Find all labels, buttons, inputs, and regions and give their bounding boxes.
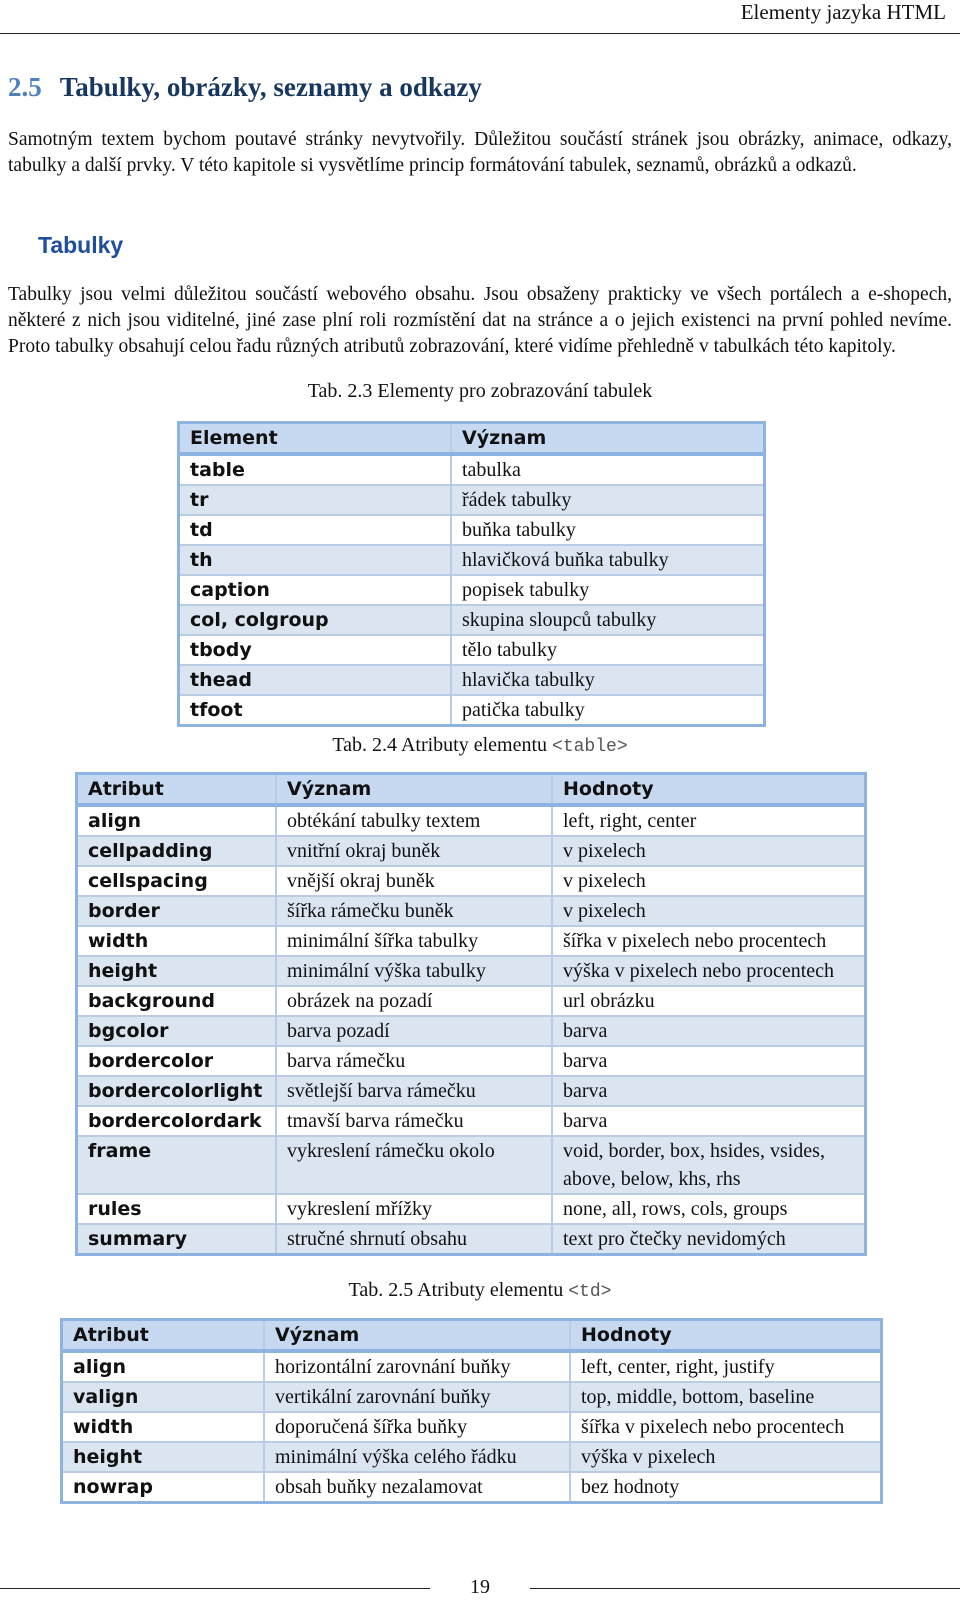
table-cell-key: bordercolorlight [77,1076,277,1106]
elements-table [177,421,766,727]
table-row [179,575,765,605]
table-row [77,1106,866,1136]
table-cell: výška v pixelech [570,1442,882,1472]
table-cell-key: bgcolor [77,1016,277,1046]
table-cell-key: valign [62,1382,265,1412]
table-cell: obrázek na pozadí [276,986,552,1016]
table-cell-key: rules [77,1194,277,1224]
table3-caption-text: Tab. 2.5 Atributy elementu [348,1279,569,1301]
page-number: 19 [470,1576,490,1598]
column-header: Element [179,423,452,455]
table-row [77,1136,866,1194]
table-cell: vnitřní okraj buněk [276,836,552,866]
table-cell-key: align [77,805,277,836]
table-cell: minimální výška tabulky [276,956,552,986]
table-cell-key: tbody [179,635,452,665]
table-cell: popisek tabulky [451,575,765,605]
table-cell-key: col, colgroup [179,605,452,635]
table-cell: barva [552,1016,866,1046]
table-cell: barva [552,1046,866,1076]
table-cell: buňka tabulky [451,515,765,545]
table-cell-key: align [62,1351,265,1382]
table-row [77,1224,866,1255]
table-cell: barva pozadí [276,1016,552,1046]
table-cell: v pixelech [552,866,866,896]
column-header: Význam [451,423,765,455]
table-cell: bez hodnoty [570,1472,882,1503]
table-cell: šířka v pixelech nebo procentech [570,1412,882,1442]
table-cell: top, middle, bottom, baseline [570,1382,882,1412]
table-cell: obtékání tabulky textem [276,805,552,836]
table-cell: left, right, center [552,805,866,836]
table-cell-key: nowrap [62,1472,265,1503]
table3-caption-code: <td> [568,1282,612,1302]
table-row [77,956,866,986]
table-cell: none, all, rows, cols, groups [552,1194,866,1224]
table-row [179,635,765,665]
table-cell: url obrázku [552,986,866,1016]
table1-caption: Tab. 2.3 Elementy pro zobrazování tabulek [307,380,653,402]
table-cell-key: bordercolor [77,1046,277,1076]
table-row [179,695,765,726]
table-row [179,665,765,695]
table-cell-key: height [77,956,277,986]
column-header: Význam [264,1320,570,1352]
table-cell: šířka v pixelech nebo procentech [552,926,866,956]
table-cell-key: tr [179,485,452,515]
table-cell: minimální výška celého řádku [264,1442,570,1472]
table-cell: hlavičková buňka tabulky [451,545,765,575]
table3-caption [0,1279,960,1302]
table-row [77,1016,866,1046]
table-cell: vykreslení mřížky [276,1194,552,1224]
table-cell: barva [552,1076,866,1106]
footer-rule-right [530,1588,960,1589]
header-rule [0,33,960,34]
table-cell-key: cellspacing [77,866,277,896]
table-row [77,1194,866,1224]
table-cell: vnější okraj buněk [276,866,552,896]
table-header-row [62,1320,882,1352]
table-cell: tmavší barva rámečku [276,1106,552,1136]
table-row [77,805,866,836]
table-cell-key: tfoot [179,695,452,726]
table-cell-key: table [179,454,452,485]
table-cell: text pro čtečky nevidomých [552,1224,866,1255]
table-cell-key: height [62,1442,265,1472]
table-cell: barva rámečku [276,1046,552,1076]
table-row [62,1412,882,1442]
table-cell: doporučená šířka buňky [264,1412,570,1442]
table2-caption-code: <table> [552,737,628,757]
table-cell-key: width [77,926,277,956]
table-attributes-table [75,772,867,1256]
table-cell: patička tabulky [451,695,765,726]
table-cell-key: frame [77,1136,277,1194]
table-row [62,1351,882,1382]
table-cell: v pixelech [552,896,866,926]
table-cell: minimální šířka tabulky [276,926,552,956]
table-cell: stručné shrnutí obsahu [276,1224,552,1255]
table-row [179,485,765,515]
table-row [62,1472,882,1503]
running-header: Elementy jazyka HTML [740,0,946,24]
table-row [62,1382,882,1412]
section-title [8,72,482,103]
table-cell-key: td [179,515,452,545]
subsection-title: Tabulky [38,232,124,258]
table-cell: left, center, right, justify [570,1351,882,1382]
table-row [62,1442,882,1472]
table-row [77,926,866,956]
section-title-text: Tabulky, obrázky, seznamy a odkazy [59,72,482,102]
table-cell: tělo tabulky [451,635,765,665]
table-cell: tabulka [451,454,765,485]
table-cell: horizontální zarovnání buňky [264,1351,570,1382]
table-cell: šířka rámečku buněk [276,896,552,926]
table-cell-key: cellpadding [77,836,277,866]
table-header-row [77,774,866,806]
table-row [77,896,866,926]
body-paragraph: Tabulky jsou velmi důležitou součástí webového obsahu. Jsou obsaženy prakticky ve všech portálech a e-shopech, některé z nich jsou viditelné, jiné zase plní roli rozmístění dat na stránce a o jejich existenci na první pohled nevíme. Proto tabulky obsahují celou řadu různých atributů zobrazování, které vidíme přehledně v tabulkách této kapitoly. [8,284,952,357]
table-cell: vertikální zarovnání buňky [264,1382,570,1412]
table-row [179,545,765,575]
table-cell-key: bordercolordark [77,1106,277,1136]
table-cell: obsah buňky nezalamovat [264,1472,570,1503]
column-header: Atribut [62,1320,265,1352]
table-cell: void, border, box, hsides, vsides, above, below, khs, rhs [552,1136,866,1194]
table-row [77,986,866,1016]
table-cell: řádek tabulky [451,485,765,515]
column-header: Hodnoty [552,774,866,806]
table2-caption-text: Tab. 2.4 Atributy elementu [332,734,553,756]
table-row [77,866,866,896]
table-cell-key: background [77,986,277,1016]
table-cell-key: border [77,896,277,926]
table-cell: vykreslení rámečku okolo [276,1136,552,1194]
td-attributes-table [60,1318,883,1504]
table-cell: výška v pixelech nebo procentech [552,956,866,986]
table2-caption [0,734,960,757]
intro-paragraph: Samotným textem bychom poutavé stránky nevytvořily. Důležitou součástí stránek jsou obrázky, animace, odkazy, tabulky a další prvky. V této kapitole si vysvětlíme princip formátování tabulek, seznamů, obrázků a odkazů. [8,129,952,176]
table-row [179,454,765,485]
table-cell: v pixelech [552,836,866,866]
table-cell: hlavička tabulky [451,665,765,695]
table-cell-key: th [179,545,452,575]
table-cell: skupina sloupců tabulky [451,605,765,635]
column-header: Atribut [77,774,277,806]
table-cell: světlejší barva rámečku [276,1076,552,1106]
table-row [77,836,866,866]
table-cell-key: width [62,1412,265,1442]
table-cell-key: caption [179,575,452,605]
table-cell-key: thead [179,665,452,695]
table-cell: barva [552,1106,866,1136]
table-row [77,1076,866,1106]
table-cell-key: summary [77,1224,277,1255]
section-number: 2.5 [8,72,42,102]
table-row [179,515,765,545]
table-row [77,1046,866,1076]
table-row [179,605,765,635]
table-header-row [179,423,765,455]
column-header: Hodnoty [570,1320,882,1352]
column-header: Význam [276,774,552,806]
